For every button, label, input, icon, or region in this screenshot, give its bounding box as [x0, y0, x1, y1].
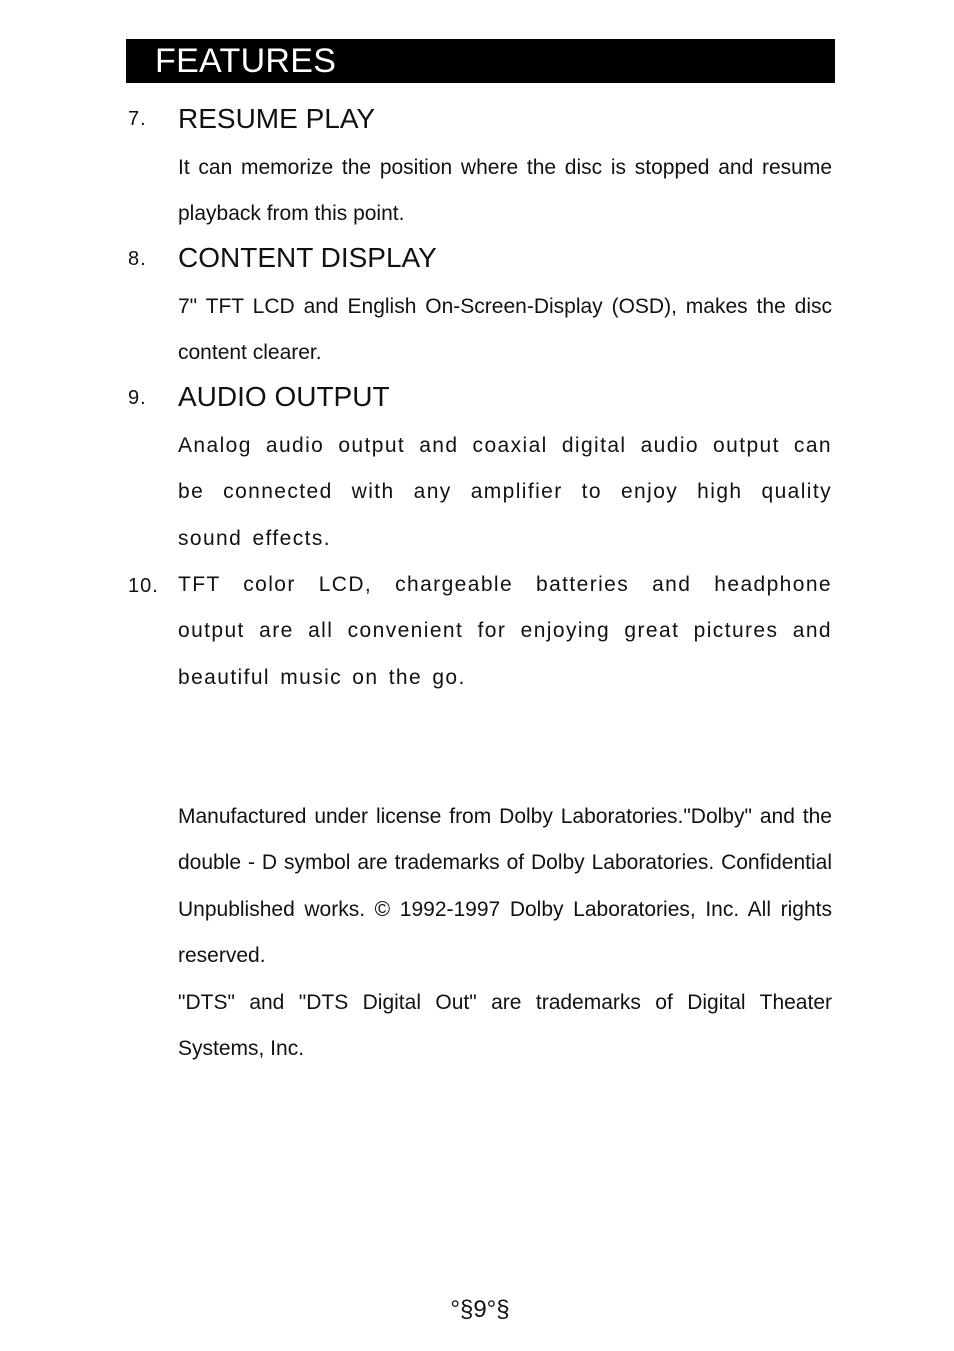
- section-9-number: 9.: [128, 387, 147, 409]
- section-9-text: Analog audio output and coaxial digital audio output can be connected with any amplifier to enjoy high quality sound effects.: [178, 434, 832, 550]
- features-header-bar: [126, 39, 835, 83]
- section-7-number: 7.: [128, 108, 147, 130]
- section-10-number: 10.: [128, 575, 159, 597]
- page-number: °§9°§: [450, 1296, 510, 1323]
- section-7-heading: RESUME PLAY: [178, 103, 376, 134]
- section-9-heading: AUDIO OUTPUT: [178, 381, 390, 412]
- section-10-text: TFT color LCD, chargeable batteries and headphone output are all convenient for enjoying great pictures and beautiful music on the go.: [178, 573, 832, 689]
- section-8-text: 7" TFT LCD and English On-Screen-Display (OSD), makes the disc content clearer.: [178, 295, 832, 365]
- dolby-notice: Manufactured under license from Dolby Laboratories."Dolby" and the double - D symbol are trademarks of Dolby Laboratories. Confidential Unpublished works. © 1992-1997 Dolby Laboratories, Inc. All rights reserved.: [178, 805, 832, 968]
- section-8-number: 8.: [128, 248, 147, 270]
- dts-notice: "DTS" and "DTS Digital Out" are trademarks of Digital Theater Systems, Inc.: [178, 991, 832, 1061]
- section-7-text: It can memorize the position where the disc is stopped and resume playback from this point.: [178, 156, 832, 226]
- page-title: FEATURES: [155, 42, 337, 80]
- section-8-heading: CONTENT DISPLAY: [178, 242, 437, 273]
